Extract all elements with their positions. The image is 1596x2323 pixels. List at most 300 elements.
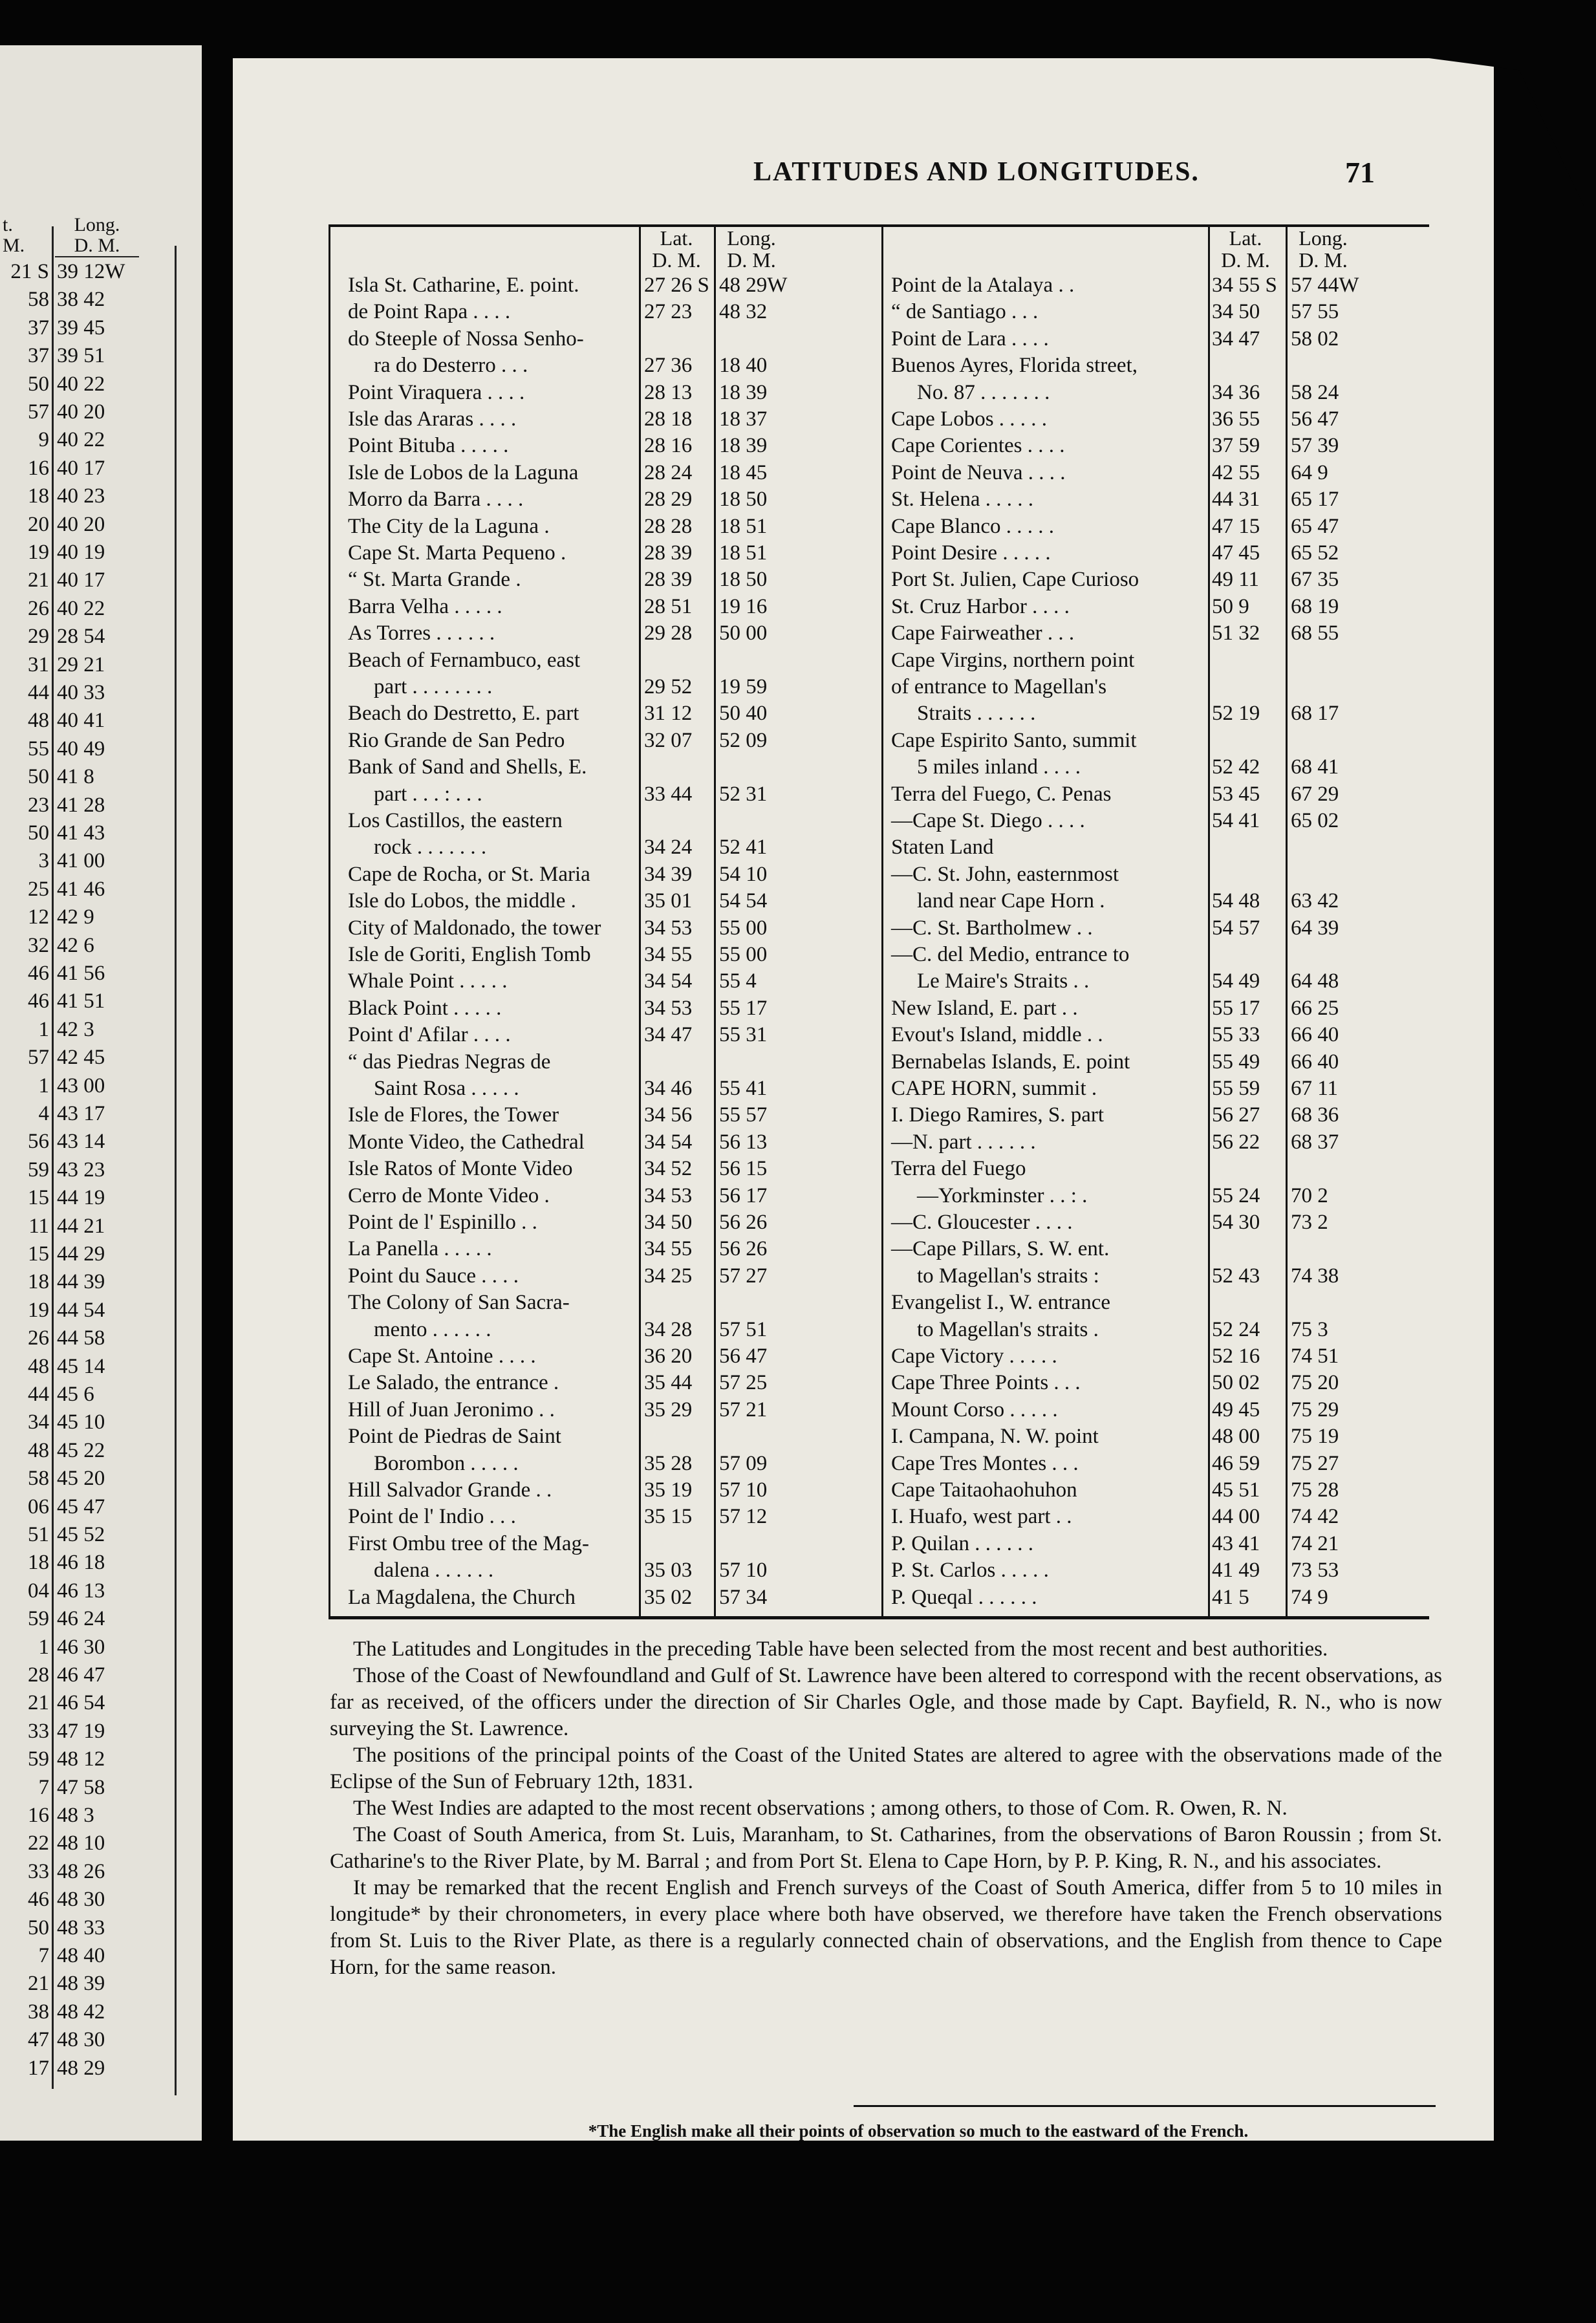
left-page-lat: 17: [28, 2056, 49, 2080]
left-page-row: [0, 1943, 202, 1969]
place-name: Borombon . . . . .: [374, 1451, 519, 1475]
place-name: Point du Sauce . . . .: [348, 1264, 519, 1288]
place-name: Point d' Afilar . . . .: [348, 1023, 511, 1047]
left-page-long: 40 19: [57, 541, 105, 564]
latitude-value: 33 44: [644, 782, 693, 806]
place-name: P. Queqal . . . . . .: [891, 1585, 1037, 1609]
left-page-long: 40 17: [57, 568, 105, 592]
latitude-value: 52 19: [1212, 702, 1260, 726]
place-name: Terra del Fuego, C. Penas: [891, 782, 1112, 806]
longitude-value: 64 9: [1291, 460, 1328, 484]
left-page-lat: 9: [38, 428, 49, 452]
longitude-value: 70 2: [1291, 1183, 1328, 1207]
left-page-lat: 21: [28, 568, 49, 592]
longitude-value: 66 40: [1291, 1050, 1339, 1074]
left-page-lat: 04: [28, 1579, 49, 1603]
left-page-lat: 21 S: [10, 260, 49, 283]
left-page-row: [0, 512, 202, 537]
place-name: “ St. Marta Grande .: [348, 568, 521, 592]
longitude-value: 73 2: [1291, 1211, 1328, 1234]
left-page-long: 48 40: [57, 1944, 105, 1967]
longitude-value: 50 40: [719, 702, 768, 726]
latitude-value: 34 28: [644, 1317, 693, 1341]
left-page-row: [0, 1409, 202, 1435]
place-name: Point de l' Espinillo . .: [348, 1211, 537, 1234]
latitude-value: 41 5: [1212, 1585, 1249, 1609]
place-name: Cape St. Antoine . . . .: [348, 1345, 536, 1368]
longitude-value: 55 00: [719, 943, 768, 966]
left-page-lat: 16: [28, 456, 49, 480]
left-page-row: [0, 988, 202, 1014]
latitude-value: 34 55: [644, 943, 693, 966]
place-name: Point de la Atalaya . .: [891, 274, 1075, 297]
latitude-value: 53 45: [1212, 782, 1260, 806]
latitude-value: 54 41: [1212, 809, 1260, 832]
place-name: Cape Three Points . . .: [891, 1371, 1081, 1395]
left-page-lat: 50: [28, 821, 49, 845]
place-name: P. St. Carlos . . . . .: [891, 1559, 1049, 1583]
left-page-row: [0, 1381, 202, 1407]
left-page-lat: 48: [28, 709, 49, 733]
longitude-value: 55 17: [719, 996, 768, 1020]
latitude-value: 28 29: [644, 488, 693, 512]
place-name: St. Helena . . . . .: [891, 488, 1033, 512]
left-page-row: [0, 708, 202, 733]
place-name: Isle Ratos of Monte Video: [348, 1157, 573, 1181]
place-name: Beach of Fernambuco, east: [348, 648, 581, 672]
latitude-value: 28 39: [644, 541, 693, 565]
left-page-lat: 1: [38, 1017, 49, 1041]
left-page-long: 40 20: [57, 400, 105, 424]
left-page-lat: 20: [28, 512, 49, 536]
longitude-value: 55 57: [719, 1103, 768, 1127]
left-page-long: 48 30: [57, 1888, 105, 1912]
left-page-row: [0, 1101, 202, 1127]
latitude-value: 56 27: [1212, 1103, 1260, 1127]
left-page-row: [0, 596, 202, 621]
page-gutter: [202, 0, 233, 2323]
latitude-value: 47 15: [1212, 514, 1260, 538]
left-page-long: 45 14: [57, 1354, 105, 1378]
longitude-value: 66 25: [1291, 996, 1339, 1020]
longitude-value: 68 19: [1291, 594, 1339, 618]
longitude-value: 52 41: [719, 836, 768, 859]
left-page-long: 28 54: [57, 625, 105, 649]
left-page-long: 47 58: [57, 1775, 105, 1799]
place-name: —C. St. Bartholmew . .: [891, 916, 1093, 940]
note-paragraph: The West Indies are adapted to the most recent observations ; among others, to those of Com. R. Owen, R. N.: [353, 1797, 1288, 1820]
place-name: Cape Blanco . . . . .: [891, 514, 1055, 538]
left-page-long: 41 8: [57, 765, 94, 789]
left-page-row: [0, 1634, 202, 1660]
left-page-long: 48 33: [57, 1916, 105, 1939]
longitude-value: 57 55: [1291, 300, 1339, 324]
latitude-value: 44 31: [1212, 488, 1260, 512]
left-page-lat: 28: [28, 1663, 49, 1687]
longitude-value: 74 42: [1291, 1505, 1339, 1529]
left-page-row: [0, 652, 202, 678]
longitude-value: 57 44W: [1291, 274, 1359, 297]
latitude-value: 54 30: [1212, 1211, 1260, 1234]
left-page-lat: 3: [38, 849, 49, 873]
left-page-row: [0, 371, 202, 397]
left-page-row: [0, 876, 202, 902]
longitude-value: 75 27: [1291, 1451, 1339, 1475]
left-page-long: 41 46: [57, 877, 105, 901]
left-page-lat: 32: [28, 933, 49, 957]
left-page-long: 42 6: [57, 933, 94, 957]
left-page-row: [0, 764, 202, 790]
longitude-value: 18 39: [719, 380, 768, 404]
longitude-value: 64 48: [1291, 969, 1339, 993]
place-name: —C. Gloucester . . . .: [891, 1211, 1073, 1234]
longitude-value: 18 51: [719, 541, 768, 565]
left-page-long: 43 00: [57, 1074, 105, 1097]
left-page-long: 29 21: [57, 653, 105, 676]
place-name: First Ombu tree of the Mag-: [348, 1531, 590, 1555]
left-page-row: [0, 1690, 202, 1716]
latitude-value: 34 52: [644, 1157, 693, 1181]
longitude-value: 65 47: [1291, 514, 1339, 538]
left-page-long: 41 28: [57, 793, 105, 817]
left-page-lat: 31: [28, 653, 49, 676]
left-page-row: [0, 427, 202, 453]
latitude-value: 45 51: [1212, 1478, 1260, 1502]
left-page-lat: 7: [38, 1944, 49, 1967]
lat-header-right: [1209, 227, 1282, 271]
latitude-value: 28 28: [644, 514, 693, 538]
latitude-value: 34 53: [644, 996, 693, 1020]
latitude-value: 43 41: [1212, 1531, 1260, 1555]
left-page-row: [0, 736, 202, 762]
left-page-long: 45 52: [57, 1523, 105, 1546]
lat-label: Lat.: [1229, 226, 1262, 250]
page-number: 71: [1345, 156, 1375, 189]
left-page-row: [0, 1325, 202, 1351]
latitude-value: 37 59: [1212, 434, 1260, 458]
latitude-value: 50 02: [1212, 1371, 1260, 1395]
longitude-value: 65 52: [1291, 541, 1339, 565]
left-page-row: [0, 567, 202, 593]
longitude-value: 68 17: [1291, 702, 1339, 726]
latitude-value: 27 36: [644, 354, 693, 378]
left-page-lat: 51: [28, 1523, 49, 1546]
latitude-value: 34 53: [644, 916, 693, 940]
latitude-value: 28 51: [644, 594, 693, 618]
lat-header-left: [640, 227, 713, 271]
left-lat-label: t.: [3, 214, 13, 235]
left-page-lat: 25: [28, 877, 49, 901]
left-page-long: 45 6: [57, 1383, 94, 1406]
left-page-row: [0, 539, 202, 565]
left-page-long: 48 12: [57, 1747, 105, 1771]
left-page-long: 45 47: [57, 1495, 105, 1518]
latitude-value: 52 42: [1212, 755, 1260, 779]
place-name: Point de l' Indio . . .: [348, 1505, 516, 1529]
left-page-row: [0, 1297, 202, 1323]
left-page-long: 43 17: [57, 1102, 105, 1125]
left-page-lat: 18: [28, 1270, 49, 1294]
place-name: Port St. Julien, Cape Curioso: [891, 568, 1139, 592]
left-page-row: [0, 1886, 202, 1912]
left-page-long: 46 54: [57, 1691, 105, 1715]
place-name: Isla St. Catharine, E. point.: [348, 274, 579, 297]
place-name: Cape Taitaohaohuhon: [891, 1478, 1077, 1502]
left-page-long: 46 13: [57, 1579, 105, 1603]
longitude-value: 75 28: [1291, 1478, 1339, 1502]
left-page-long: 44 19: [57, 1186, 105, 1210]
place-name: Mount Corso . . . . .: [891, 1398, 1058, 1421]
latitude-value: 41 49: [1212, 1559, 1260, 1583]
place-name: Point de Piedras de Saint: [348, 1425, 561, 1449]
longitude-value: 74 9: [1291, 1585, 1328, 1609]
left-page-long: 45 20: [57, 1467, 105, 1491]
left-page-long: 40 22: [57, 372, 105, 396]
left-lat-unit: M.: [3, 235, 25, 256]
longitude-value: 66 40: [1291, 1023, 1339, 1047]
left-page-lat: 16: [28, 1804, 49, 1827]
table-rule-right-lat-left: [1208, 227, 1210, 1616]
left-page-row: [0, 1859, 202, 1885]
left-page-long: 39 12W: [57, 260, 125, 283]
latitude-value: 54 57: [1212, 916, 1260, 940]
long-header-left: [715, 227, 788, 271]
longitude-value: 74 51: [1291, 1345, 1339, 1368]
left-page-row: [0, 1971, 202, 1996]
place-name: rock . . . . . . .: [374, 836, 487, 859]
left-page-row: [0, 2055, 202, 2081]
latitude-value: 55 33: [1212, 1023, 1260, 1047]
left-page-row: [0, 399, 202, 425]
place-name: Cape St. Marta Pequeno .: [348, 541, 566, 565]
left-page-row: [0, 1017, 202, 1043]
left-page-lat: 46: [28, 962, 49, 985]
place-name: —Cape Pillars, S. W. ent.: [891, 1237, 1110, 1261]
left-page-row: [0, 1213, 202, 1239]
longitude-value: 57 09: [719, 1451, 768, 1475]
place-name: Cape Lobos . . . . .: [891, 407, 1048, 431]
left-page-lat: 50: [28, 372, 49, 396]
left-page-long: 48 29: [57, 2056, 105, 2080]
left-page-lat: 48: [28, 1354, 49, 1378]
note-paragraph: Those of the Coast of Newfoundland and Gulf of St. Lawrence have been altered to correspond with the recent observations, as far as received, of the officers under the direction of Sir Charles Ogle, and those made by Capt. Bayfield, R. N., who is now surveying the St. Lawrence.: [330, 1664, 1442, 1740]
longitude-value: 18 40: [719, 354, 768, 378]
left-page-row: [0, 960, 202, 986]
longitude-value: 63 42: [1291, 889, 1339, 913]
left-page-lat: 7: [38, 1775, 49, 1799]
note-paragraph: The positions of the principal points of the Coast of the United States are altered to agree with the observations made of the Eclipse of the Sun of February 12th, 1831.: [330, 1744, 1442, 1793]
left-page-long: 48 26: [57, 1859, 105, 1883]
place-name: Beach do Destretto, E. part: [348, 702, 579, 726]
place-name: P. Quilan . . . . . .: [891, 1531, 1034, 1555]
place-name: Barra Velha . . . . .: [348, 594, 502, 618]
left-page-row: [0, 483, 202, 509]
left-page-row: [0, 1438, 202, 1464]
left-page-long: 46 18: [57, 1551, 105, 1575]
left-page-lat: 15: [28, 1186, 49, 1210]
left-page-row: [0, 343, 202, 369]
longitude-value: 50 00: [719, 621, 768, 645]
left-page-long: 45 22: [57, 1438, 105, 1462]
left-page-long: 40 49: [57, 737, 105, 761]
left-page-long: 46 47: [57, 1663, 105, 1687]
longitude-value: 57 51: [719, 1317, 768, 1341]
latitude-value: 35 03: [644, 1559, 693, 1583]
longitude-value: 65 02: [1291, 809, 1339, 832]
left-page-row: [0, 455, 202, 481]
longitude-value: 18 50: [719, 488, 768, 512]
longitude-value: 74 38: [1291, 1264, 1339, 1288]
lat-label: Lat.: [660, 226, 693, 250]
place-name: mento . . . . . .: [374, 1317, 491, 1341]
place-name: CAPE HORN, summit .: [891, 1077, 1097, 1100]
left-page-long: 41 43: [57, 821, 105, 845]
longitude-value: 58 02: [1291, 327, 1339, 351]
latitude-value: 34 55 S: [1212, 274, 1277, 297]
left-page-lat: 50: [28, 1916, 49, 1939]
latitude-value: 52 24: [1212, 1317, 1260, 1341]
left-page-lat: 56: [28, 1130, 49, 1154]
left-page-row: [0, 1522, 202, 1548]
longitude-value: 18 51: [719, 514, 768, 538]
longitude-value: 56 26: [719, 1211, 768, 1234]
place-name: Cape Corientes . . . .: [891, 434, 1065, 458]
place-name: —C. del Medio, entrance to: [891, 943, 1130, 966]
place-name: The Colony of San Sacra-: [348, 1291, 570, 1315]
left-page-lat: 44: [28, 681, 49, 704]
coordinates-table: [329, 224, 1429, 1619]
latitude-value: 34 46: [644, 1077, 693, 1100]
place-name: —C. St. John, easternmost: [891, 862, 1119, 886]
left-page-row: [0, 1354, 202, 1379]
previous-page-fragment: [0, 45, 202, 2141]
latitude-value: 29 52: [644, 675, 693, 698]
left-page-lat: 58: [28, 1467, 49, 1491]
longitude-value: 56 47: [1291, 407, 1339, 431]
longitude-value: 67 35: [1291, 568, 1339, 592]
left-page-row: [0, 933, 202, 958]
longitude-value: 57 39: [1291, 434, 1339, 458]
place-name: Point de Lara . . . .: [891, 327, 1049, 351]
left-page-long: 38 42: [57, 288, 105, 312]
left-page-lat: 1: [38, 1635, 49, 1659]
latitude-value: 52 43: [1212, 1264, 1260, 1288]
page-title: LATITUDES AND LONGITUDES.: [753, 157, 1200, 187]
longitude-value: 18 39: [719, 434, 768, 458]
place-name: Cape Victory . . . . .: [891, 1345, 1057, 1368]
left-page-row: [0, 792, 202, 818]
left-page-lat: 4: [38, 1102, 49, 1125]
place-name: Black Point . . . . .: [348, 996, 502, 1020]
left-page-row: [0, 1494, 202, 1520]
longitude-value: 57 10: [719, 1478, 768, 1502]
place-name: Morro da Barra . . . .: [348, 488, 524, 512]
latitude-value: 28 13: [644, 380, 693, 404]
place-name: I. Campana, N. W. point: [891, 1425, 1099, 1449]
left-page-row: [0, 2027, 202, 2053]
left-page-row: [0, 1044, 202, 1070]
left-page-long: 40 41: [57, 709, 105, 733]
left-page-lat: 18: [28, 1551, 49, 1575]
latitude-value: 28 24: [644, 460, 693, 484]
longitude-value: 75 29: [1291, 1398, 1339, 1421]
left-page-long: 40 23: [57, 484, 105, 508]
left-page-lat: 11: [28, 1214, 49, 1238]
longitude-value: 64 39: [1291, 916, 1339, 940]
place-name: “ de Santiago . . .: [891, 300, 1039, 324]
latitude-value: 35 44: [644, 1371, 693, 1395]
longitude-value: 19 16: [719, 594, 768, 618]
left-page-lat: 57: [28, 400, 49, 424]
place-name: Cape Virgins, northern point: [891, 648, 1135, 672]
longitude-value: 48 32: [719, 300, 768, 324]
left-page-lat: 15: [28, 1242, 49, 1266]
place-name: Isle de Goriti, English Tomb: [348, 943, 591, 966]
latitude-value: 35 29: [644, 1398, 693, 1421]
place-name: to Magellan's straits .: [917, 1317, 1099, 1341]
longitude-value: 54 10: [719, 862, 768, 886]
left-page-row: [0, 1241, 202, 1267]
left-page-long: 48 39: [57, 1972, 105, 1996]
place-name: The City de la Laguna .: [348, 514, 550, 538]
longitude-value: 54 54: [719, 889, 768, 913]
place-name: Hill of Juan Jeronimo . .: [348, 1398, 555, 1421]
left-page-lat: 57: [28, 1046, 49, 1070]
table-rule-long-left: [714, 227, 716, 1616]
place-name: Buenos Ayres, Florida street,: [891, 354, 1138, 378]
latitude-value: 36 55: [1212, 407, 1260, 431]
book-page: [233, 58, 1494, 2141]
longitude-value: 74 21: [1291, 1531, 1339, 1555]
left-page-lat: 19: [28, 541, 49, 564]
place-name: part . . . : . . .: [374, 782, 482, 806]
longitude-value: 75 20: [1291, 1371, 1339, 1395]
place-name: I. Diego Ramires, S. part: [891, 1103, 1105, 1127]
torn-corner: [1429, 58, 1584, 207]
longitude-value: 19 59: [719, 675, 768, 698]
table-rule-right-long-left: [1286, 227, 1288, 1616]
latitude-value: 34 56: [644, 1103, 693, 1127]
left-page-row: [0, 259, 202, 285]
left-page-row: [0, 848, 202, 874]
longitude-value: 68 55: [1291, 621, 1339, 645]
longitude-value: 55 41: [719, 1077, 768, 1100]
latitude-value: 34 39: [644, 862, 693, 886]
place-name: Hill Salvador Grande . .: [348, 1478, 552, 1502]
left-page-lat: 26: [28, 1326, 49, 1350]
place-name: Straits . . . . . .: [917, 702, 1036, 726]
left-page-row: [0, 623, 202, 649]
left-page-long: 39 51: [57, 344, 105, 368]
left-page-row: [0, 1915, 202, 1941]
left-page-lat: 58: [28, 288, 49, 312]
longitude-value: 18 45: [719, 460, 768, 484]
latitude-value: 34 25: [644, 1264, 693, 1288]
left-page-long: 42 3: [57, 1017, 94, 1041]
table-rule-lat-left: [639, 227, 641, 1616]
left-page-row: [0, 1465, 202, 1491]
longitude-value: 56 15: [719, 1157, 768, 1181]
left-page-long: 40 22: [57, 596, 105, 620]
long-unit: D. M.: [727, 248, 776, 272]
left-page-lat: 33: [28, 1719, 49, 1743]
left-page-row: [0, 1718, 202, 1744]
place-name: Saint Rosa . . . . .: [374, 1077, 519, 1100]
place-name: “ das Piedras Negras de: [348, 1050, 551, 1074]
place-name: Staten Land: [891, 836, 994, 859]
latitude-value: 55 49: [1212, 1050, 1260, 1074]
place-name: Point Bituba . . . . .: [348, 434, 509, 458]
